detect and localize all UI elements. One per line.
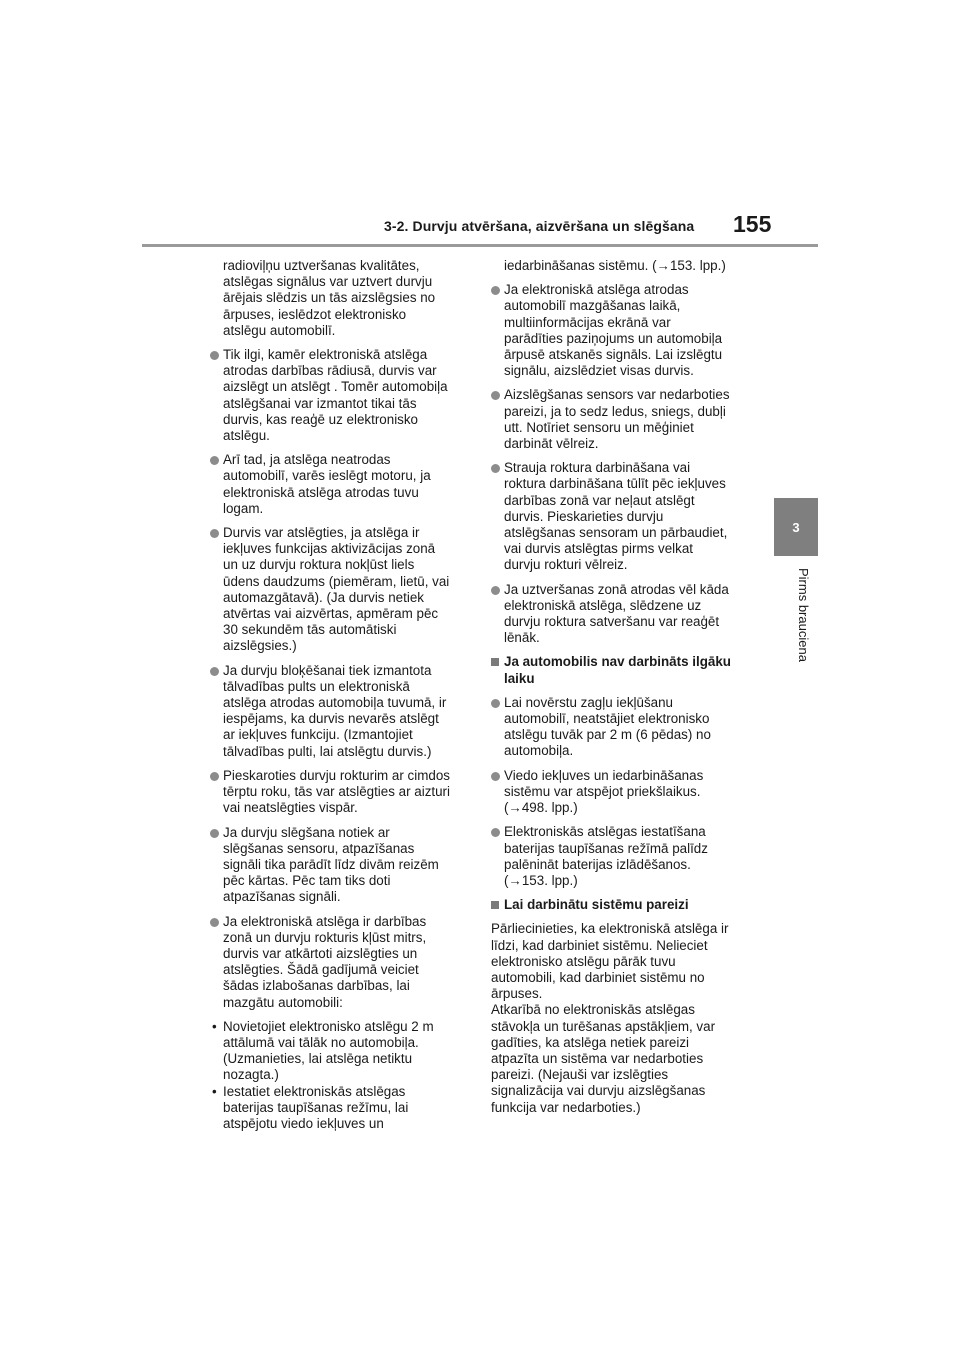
circle-bullet-icon [210, 772, 219, 781]
text-line: aizslēgsies.) [223, 638, 297, 654]
text-line: atslēgu tuvāk par 2 m (6 pēdas) no [504, 727, 711, 743]
text-line: attālumā vai tālāk no automobiļa. [223, 1034, 419, 1050]
text-line: slēgšanas sensoru, atpazīšanas [223, 840, 415, 856]
text-line: (Uzmanieties, lai atslēga netiktu [223, 1051, 413, 1067]
bullet-item [210, 663, 470, 760]
text-line: automobilī mazgāšanas laikā, [504, 298, 681, 314]
text-line: Ja elektroniskā atslēga atrodas [504, 282, 689, 298]
continued-text [491, 258, 761, 274]
text-line: pēc kārtas. Pēc tam tiks doti [223, 873, 391, 889]
text-line: atslēgu automobilī. [223, 322, 336, 338]
continued-text [210, 258, 470, 339]
bullet-item [210, 452, 470, 517]
text-line: signalizācija vai durvju aizslēgšanas [491, 1083, 706, 1099]
bullet-item [491, 460, 761, 573]
circle-bullet-icon [210, 829, 219, 838]
text-line: ārpuses. [491, 986, 543, 1002]
text-line: aizslēgt un atslēgt . Tomēr automobiļa [223, 379, 448, 395]
bullet-item [491, 582, 761, 647]
chapter-label: Pirms brauciena [796, 568, 811, 662]
bullet-item [210, 825, 470, 906]
circle-bullet-icon [491, 828, 500, 837]
right-bullet-list-a [491, 282, 761, 646]
text-line: automobilī, neatstājiet elektronisko [504, 711, 710, 727]
left-sub-list [210, 1019, 470, 1132]
text-line: Lai darbinātu sistēmu pareizi [504, 897, 689, 913]
text-line: laiku [504, 670, 535, 686]
text-line: atspējotu viedo iekļuves un [223, 1115, 384, 1131]
dot-bullet-icon: • [212, 1083, 217, 1099]
text-line: līdzi, kad darbiniet sistēmu. Nelieciet [491, 937, 708, 953]
text-line: Lai novērstu zagļu iekļūšanu [504, 694, 673, 710]
text-line: atslēga atrodas automobiļa tuvumā, ir [223, 695, 447, 711]
bullet-text [504, 460, 761, 573]
text-line: elektroniskā atslēga, slēdzene uz [504, 597, 702, 613]
text-line: parādīties paziņojums un automobiļa [504, 330, 723, 346]
bullet-text [504, 824, 761, 889]
section-heading-operate-correctly [491, 897, 761, 913]
text-line: durvis, kas reaģē uz elektronisko [223, 411, 419, 427]
text-line: elektroniskā atslēga atrodas tuvu [223, 484, 419, 500]
text-line: durvju roktura satveršanu var reaģēt [504, 614, 720, 630]
bullet-text [504, 387, 761, 452]
bullet-text [223, 768, 470, 817]
text-line: atslēgties. Šādā gadījumā veiciet [223, 962, 419, 978]
text-line: nozagta.) [223, 1067, 279, 1083]
text-line: atrodas darbības rādiusā, durvis var [223, 363, 437, 379]
bullet-text [223, 347, 470, 444]
text-line: Pārliecinieties, ka elektroniskā atslēga ir [491, 921, 729, 937]
bullet-text [223, 525, 470, 655]
text-line: radioviļņu uztveršanas kvalitātes, [223, 258, 420, 273]
text-line: elektronisko atslēgu pārāk tuvu [491, 953, 676, 969]
bullet-text [223, 825, 470, 906]
text-line: atpazīta un sistēma var nedarboties [491, 1050, 704, 1066]
text-line: Elektroniskās atslēgas iestatīšana [504, 824, 706, 840]
text-line: Ja durvju slēgšana notiek ar [223, 824, 390, 840]
text-line: baterijas taupīšanas režīmā palīdz [504, 840, 708, 856]
text-line: tālvadības pults un elektroniskā [223, 678, 410, 694]
bullet-item [210, 768, 470, 817]
text-line: ar iekļuves funkciju. (Izmantojiet [223, 727, 413, 743]
bullet-text [504, 582, 761, 647]
text-line: darbības zonā var neļaut atslēgt [504, 492, 695, 508]
text-line: ārpusē atskanēs signāls. Lai izslēgtu [504, 347, 723, 363]
bullet-item [210, 347, 470, 444]
header-rule [142, 244, 818, 247]
bullet-text [504, 768, 761, 817]
text-line: darbināt vēlreiz. [504, 436, 599, 452]
text-line: atslēgas signālus var uztvert durvju [223, 274, 433, 290]
text-line: un uz durvju roktura nokļūst liels [223, 557, 415, 573]
text-line: pareizi, ja to sedz ledus, sniegs, dubļi [504, 403, 726, 419]
circle-bullet-icon [491, 699, 500, 708]
text-line: tālvadības pulti, lai atslēgtu durvis.) [223, 743, 432, 759]
text-line: (→153. lpp.) [504, 872, 578, 888]
circle-bullet-icon [491, 772, 500, 781]
sub-list-item [210, 1019, 470, 1084]
bullet-text [223, 452, 470, 517]
text-line: Aizslēgšanas sensors var nedarboties [504, 387, 730, 403]
bullet-item [210, 525, 470, 655]
text-line: iekļuves funkcijas aktivizācijas zonā [223, 541, 436, 557]
text-line: durvis. Pieskarieties durvju [504, 508, 664, 524]
circle-bullet-icon [491, 464, 500, 473]
text-line: Iestatiet elektroniskās atslēgas [223, 1083, 406, 1099]
text-line: utt. Notīriet sensoru un mēģiniet [504, 419, 694, 435]
text-line: funkcija var nedarboties.) [491, 1099, 641, 1115]
text-line: Atkarībā no elektroniskās atslēgas [491, 1002, 695, 1018]
bullet-text [504, 282, 761, 379]
text-line: Ja uztveršanas zonā atrodas vēl kāda [504, 581, 729, 597]
chapter-tab[interactable] [774, 498, 818, 556]
text-line: automobili, kad darbiniet sistēmu no [491, 969, 705, 985]
circle-bullet-icon [491, 586, 500, 595]
text-line: sistēmu var atspējot priekšlaikus. [504, 783, 701, 799]
right-column [491, 258, 761, 1124]
text-line: signāli tika parādīt līdz divām reizēm [223, 856, 439, 872]
section-heading-long-idle [491, 654, 761, 686]
text-line: vai neatslēgties vispār. [223, 800, 358, 816]
text-line: Strauja roktura darbināšana vai [504, 460, 691, 476]
bullet-item [491, 824, 761, 889]
text-line: Ja automobilis nav darbināts ilgāku [504, 654, 731, 670]
text-line: atslēgu. [223, 428, 270, 444]
text-line: multiinformācijas ekrānā var [504, 314, 671, 330]
circle-bullet-icon [210, 351, 219, 360]
text-line: durvju rokturi vēlreiz. [504, 557, 628, 573]
text-line: stāvokļa un turēšanas apstākļiem, var [491, 1018, 716, 1034]
text-line: baterijas taupīšanas režīmu, lai [223, 1099, 409, 1115]
text-line: mazgātu automobili: [223, 994, 343, 1010]
text-line: Ja elektroniskā atslēga ir darbības [223, 913, 427, 929]
text-line: Tik ilgi, kamēr elektroniskā atslēga [223, 347, 428, 363]
text-line: šādas izlabošanas darbības, lai [223, 978, 410, 994]
bullet-text [223, 914, 470, 1011]
text-line: zonā un durvju rokturis kļūst mitrs, [223, 929, 427, 945]
text-line: roktura darbināšana tūlīt pēc iekļuves [504, 476, 726, 492]
text-line: automobiļa. [504, 743, 574, 759]
text-line: logam. [223, 500, 264, 516]
circle-bullet-icon [210, 667, 219, 676]
circle-bullet-icon [491, 391, 500, 400]
text-line: lēnāk. [504, 630, 540, 646]
text-line: ārpuses, ieslēdzot elektronisko [223, 306, 407, 322]
bullet-item [491, 387, 761, 452]
text-line: Viedo iekļuves un iedarbināšanas [504, 767, 704, 783]
text-line: (→498. lpp.) [504, 800, 578, 816]
page-number: 155 [733, 211, 772, 237]
bullet-text [504, 695, 761, 760]
square-bullet-icon [491, 658, 499, 666]
text-line: gadīties, ka atslēga netiek pareizi [491, 1034, 690, 1050]
text-line: Pieskaroties durvju rokturim ar cimdos [223, 767, 450, 783]
text-line: Arī tad, ja atslēga neatrodas [223, 452, 391, 468]
square-bullet-icon [491, 901, 499, 909]
text-line: durvis var atkārtoti aizslēgties un [223, 945, 418, 961]
circle-bullet-icon [210, 529, 219, 538]
text-line: automazgātavā). (Ja durvis netiek [223, 589, 424, 605]
circle-bullet-icon [210, 456, 219, 465]
sub-item-text [223, 1019, 470, 1084]
text-line: iespējams, ka durvis nevarēs atslēgt [223, 711, 439, 727]
text-line: automobilī, varēs ieslēgt motoru, ja [223, 468, 431, 484]
dot-bullet-icon: • [212, 1018, 217, 1034]
text-line: Ja durvju bloķēšanai tiek izmantota [223, 662, 432, 678]
text-line: atpazīšanas signāli. [223, 889, 341, 905]
text-line: Durvis var atslēgties, ja atslēga ir [223, 525, 420, 541]
bullet-text [223, 663, 470, 760]
text-line: ārējais slēdzis un tās aizslēgsies no [223, 290, 436, 306]
section-title: 3-2. Durvju atvēršana, aizvēršana un slēgšana [384, 218, 695, 234]
circle-bullet-icon [210, 918, 219, 927]
bullet-item [210, 914, 470, 1011]
text-line: signālu, aizslēdziet visas durvis. [504, 363, 694, 379]
chapter-number: 3 [792, 519, 800, 535]
text-line: atvērtas vai aizvērtas, apmēram pēc [223, 606, 439, 622]
text-line: Novietojiet elektronisko atslēgu 2 m [223, 1018, 434, 1034]
sub-list-item [210, 1084, 470, 1133]
text-line: atslēgšanai var izmantot tikai tās [223, 395, 417, 411]
text-line: 30 sekundēm tās automātiski [223, 622, 397, 638]
text-line: iedarbināšanas sistēmu. (→153. lpp.) [504, 258, 726, 273]
text-line: ūdens daudzums (piemēram, lietū, vai [223, 573, 450, 589]
text-line: atslēgšanas sensoram un pārbaudiet, [504, 525, 728, 541]
text-line: pareizi. (Nejauši var izslēgties [491, 1067, 669, 1083]
right-bullet-list-b [491, 695, 761, 889]
left-column [210, 258, 470, 1132]
circle-bullet-icon [491, 286, 500, 295]
text-line: tērptu roku, tās var atslēgties ar aizturi [223, 784, 450, 800]
text-line: vai durvis atslēgtas pirms velkat [504, 541, 694, 557]
sub-item-text [223, 1084, 470, 1133]
bullet-item [491, 695, 761, 760]
text-line: palēnināt baterijas izlādēšanos. [504, 856, 691, 872]
final-paragraph [491, 921, 761, 1115]
bullet-item [491, 282, 761, 379]
bullet-item [491, 768, 761, 817]
left-bullet-list [210, 347, 470, 1011]
